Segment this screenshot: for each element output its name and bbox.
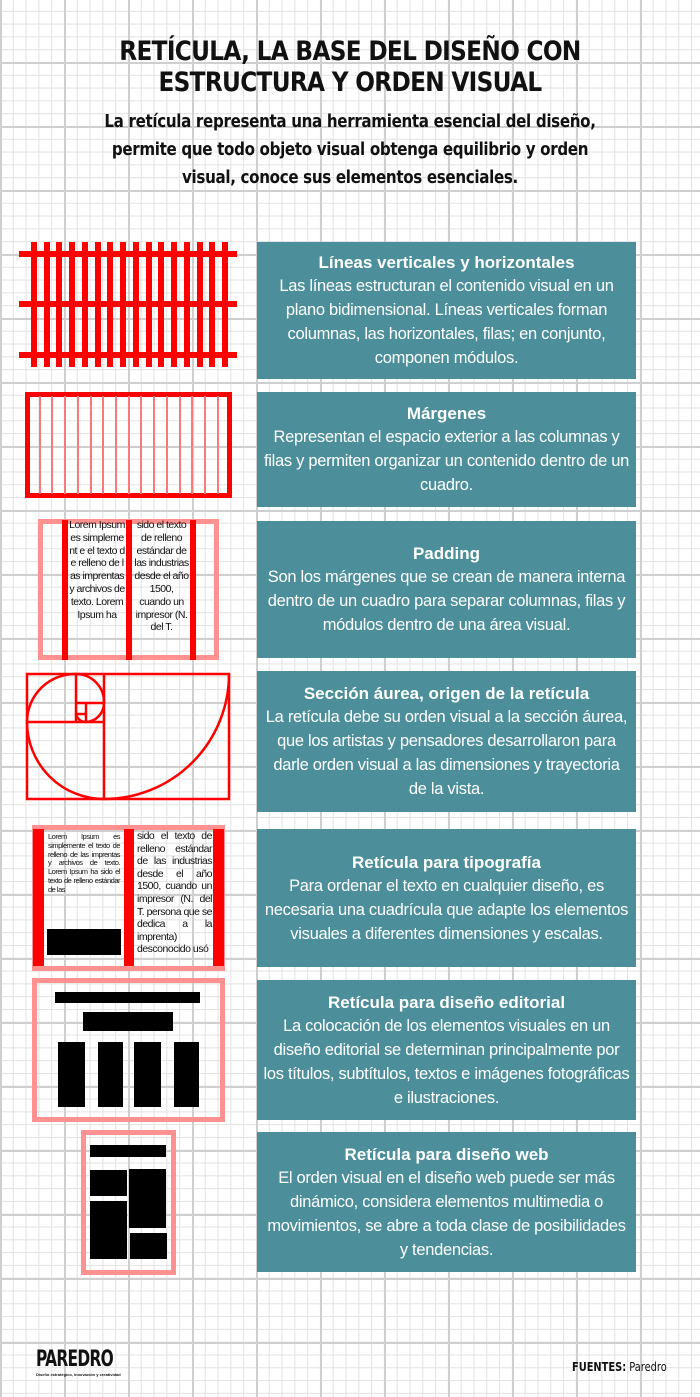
- section-body: Las líneas estructuran el contenido visual en un plano bidimensional. Líneas verticales forman columnas, las horizontales, filas; en conjunto, componen módulos.: [279, 277, 614, 367]
- typography-text-column-2: sido el texto de relleno estándar de las industrias desde el año 1500, cuando un impresor (N. del T. persona que se dedica a la imprenta) desconocido usó: [137, 830, 212, 956]
- section-title: Padding: [412, 544, 481, 563]
- section-title: Sección áurea, origen de la retícula: [303, 684, 590, 703]
- typography-text-column-1: Lorem Ipsum es simplemente el texto de relleno de las imprentas y archivos de texto. Lorem Ipsum ha sido el texto de relleno estándar de las: [48, 832, 120, 894]
- section-card-golden-section: [257, 671, 636, 812]
- section-card-margins: [257, 392, 636, 507]
- padding-text-column-1: Lorem Ipsum es simplement e el texto de relleno de las imprentas y archivos de texto. Lorem Ipsum ha: [69, 519, 125, 621]
- section-title: Retícula para diseño editorial: [327, 992, 566, 1012]
- section-card-lines: [257, 242, 636, 379]
- sources-label: FUENTES:: [572, 1360, 627, 1374]
- section-body: Representan el espacio exterior a las columnas y filas y permiten organizar un contenido dentro de un cuadro.: [263, 428, 630, 494]
- title-line-2: ESTRUCTURA Y ORDEN VISUAL: [158, 67, 542, 98]
- subtitle-line-2: permite que todo objeto visual obtenga equilibrio y orden: [111, 139, 589, 160]
- section-body: La retícula debe su orden visual a la sección áurea, que los artistas y pensadores desarrollaron para darle orden visual a las dimensiones y trayectoria de la vista.: [265, 708, 628, 798]
- section-title: Márgenes: [406, 404, 487, 423]
- section-card-editorial: [257, 980, 636, 1120]
- sources-credit: [572, 1360, 667, 1374]
- section-card-typography: [257, 829, 636, 967]
- subtitle-line-3: visual, conoce sus elementos esenciales.: [182, 167, 518, 188]
- section-body: La colocación de los elementos visuales en un diseño editorial se determinan principalmente por los títulos, subtítulos, textos e imágenes fotográficas e ilustraciones.: [263, 1016, 630, 1107]
- section-title: Líneas verticales y horizontales: [318, 253, 575, 272]
- section-card-padding: [257, 521, 636, 658]
- sources-value: Paredro: [629, 1360, 667, 1374]
- golden-spiral-icon: [0, 0, 260, 820]
- section-title: Retícula para tipografía: [352, 852, 541, 872]
- section-body: El orden visual en el diseño web puede ser más dinámico, considera elementos multimedia o movimientos, se abre a toda clase de posibilidades y tendencias.: [267, 1168, 626, 1259]
- paredro-logo: PAREDRO: [36, 1347, 114, 1372]
- logo-tagline: Diseño estratégico, innovación y creatividad: [36, 1372, 121, 1377]
- padding-text-column-2: sido el texto de relleno estándar de las industrias desde el año 1500, cuando un impresor (N. del T.: [134, 519, 189, 634]
- section-title: Retícula para diseño web: [344, 1144, 549, 1164]
- section-body: Son los márgenes que se crean de manera interna dentro de un cuadro para separar columnas, filas y módulos dentro de una área visual.: [267, 568, 626, 634]
- title-line-1: RETÍCULA, LA BASE DEL DISEÑO CON: [119, 36, 581, 67]
- section-card-web: [257, 1132, 636, 1272]
- section-body: Para ordenar el texto en cualquier diseño, es necesaria una cuadrícula que adapte los elementos visuales a diferentes dimensiones y escalas.: [264, 876, 629, 943]
- subtitle-line-1: La retícula representa una herramienta esencial del diseño,: [104, 111, 596, 132]
